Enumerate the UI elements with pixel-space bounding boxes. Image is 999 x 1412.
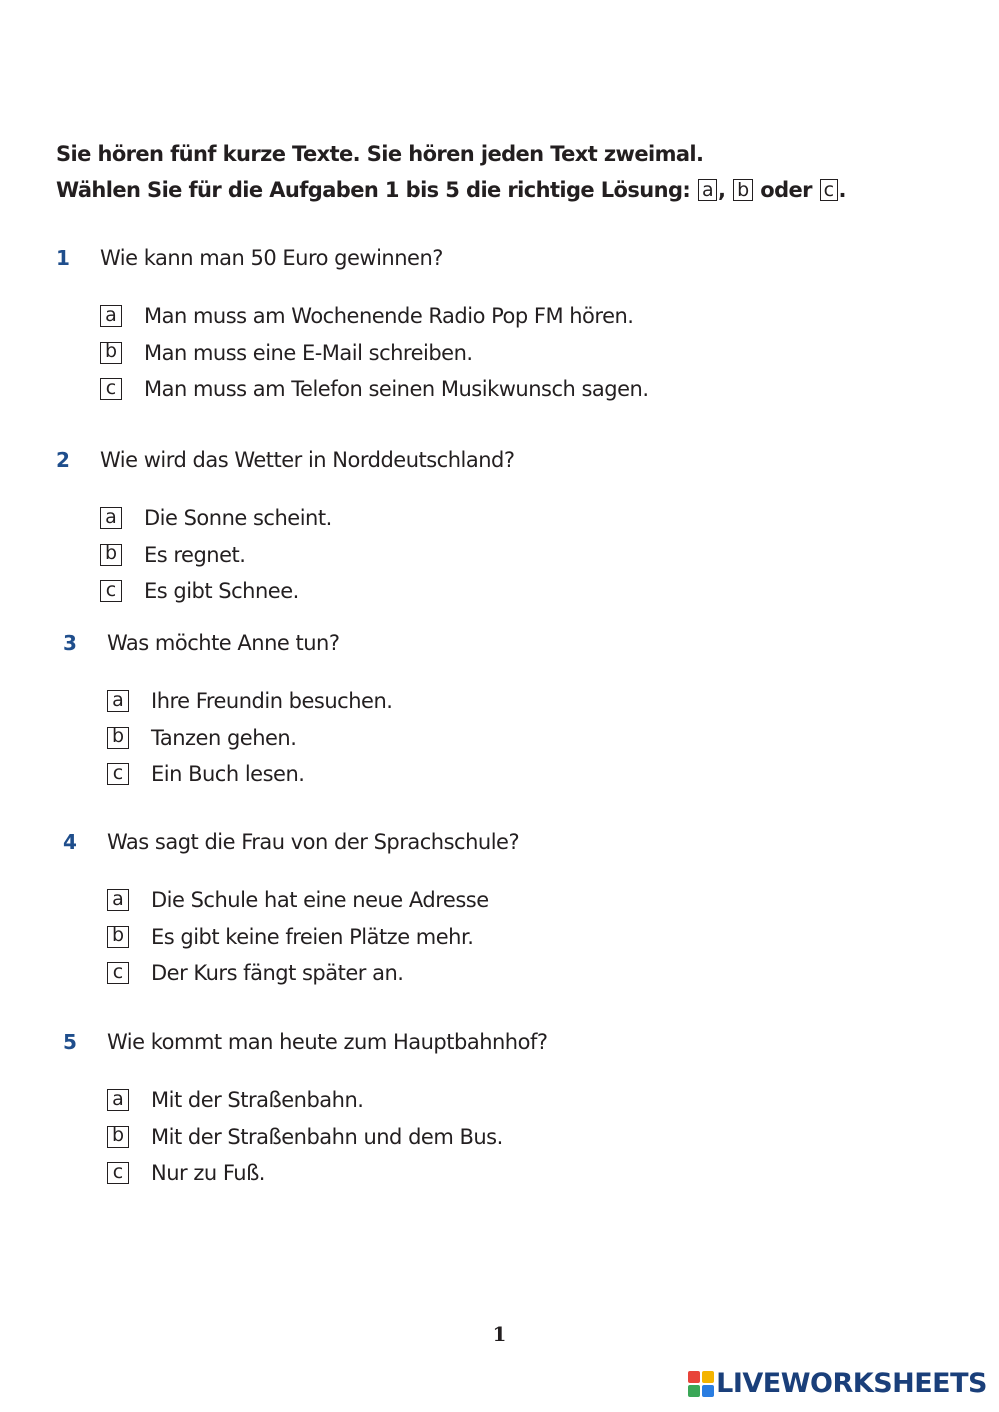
liveworksheets-logo-icon xyxy=(688,1371,714,1397)
checkbox-a[interactable]: a xyxy=(100,305,122,327)
oder-text: oder xyxy=(760,178,812,202)
checkbox-c[interactable]: c xyxy=(100,378,122,400)
logo-square-yellow xyxy=(702,1371,714,1383)
option-c[interactable] xyxy=(100,371,936,408)
options-list xyxy=(107,882,943,992)
instructions xyxy=(56,136,956,208)
answer-box-a-legend: a xyxy=(698,179,717,201)
option-text: Die Sonne scheint. xyxy=(144,506,332,531)
option-c[interactable] xyxy=(100,573,936,610)
option-text: Die Schule hat eine neue Adresse xyxy=(151,888,489,913)
option-b[interactable] xyxy=(100,335,936,372)
checkbox-c[interactable]: c xyxy=(107,763,129,785)
question-text: Wie kommt man heute zum Hauptbahnhof? xyxy=(107,1030,548,1054)
checkbox-b[interactable]: b xyxy=(100,342,122,364)
logo-square-blue xyxy=(702,1385,714,1397)
question-number: 3 xyxy=(63,631,77,655)
logo-square-green xyxy=(688,1385,700,1397)
checkbox-c[interactable]: c xyxy=(107,1162,129,1184)
option-text: Mit der Straßenbahn und dem Bus. xyxy=(151,1124,503,1149)
instruction-line-2-text: Wählen Sie für die Aufgaben 1 bis 5 die richtige Lösung: xyxy=(56,178,691,202)
question-number: 2 xyxy=(56,448,70,472)
question-number: 1 xyxy=(56,246,70,270)
option-a[interactable] xyxy=(107,683,943,720)
option-text: Tanzen gehen. xyxy=(151,725,297,750)
options-list xyxy=(100,500,936,610)
checkbox-a[interactable]: a xyxy=(107,1089,129,1111)
question-text: Wie kann man 50 Euro gewinnen? xyxy=(100,246,443,270)
answer-box-c-legend: c xyxy=(820,179,838,201)
option-c[interactable] xyxy=(107,955,943,992)
option-c[interactable] xyxy=(107,756,943,793)
liveworksheets-watermark[interactable] xyxy=(688,1368,987,1399)
option-text: Es gibt keine freien Plätze mehr. xyxy=(151,924,474,949)
option-text: Ein Buch lesen. xyxy=(151,762,305,787)
options-list xyxy=(107,1082,943,1192)
option-b[interactable] xyxy=(107,1119,943,1156)
question-4 xyxy=(63,830,943,992)
instruction-line-1: Sie hören fünf kurze Texte. Sie hören jeden Text zweimal. xyxy=(56,142,704,166)
question-2 xyxy=(56,448,936,610)
checkbox-a[interactable]: a xyxy=(100,507,122,529)
options-list xyxy=(100,298,936,408)
checkbox-a[interactable]: a xyxy=(107,889,129,911)
question-3 xyxy=(63,631,943,793)
checkbox-c[interactable]: c xyxy=(107,962,129,984)
liveworksheets-wordmark: LIVEWORKSHEETS xyxy=(716,1368,987,1399)
option-c[interactable] xyxy=(107,1155,943,1192)
option-a[interactable] xyxy=(107,882,943,919)
option-text: Man muss am Wochenende Radio Pop FM hören. xyxy=(144,304,634,329)
checkbox-b[interactable]: b xyxy=(107,926,129,948)
question-5 xyxy=(63,1030,943,1192)
option-b[interactable] xyxy=(107,919,943,956)
option-text: Es gibt Schnee. xyxy=(144,579,299,604)
option-b[interactable] xyxy=(100,537,936,574)
question-text: Was möchte Anne tun? xyxy=(107,631,340,655)
option-text: Man muss am Telefon seinen Musikwunsch sagen. xyxy=(144,377,649,402)
option-b[interactable] xyxy=(107,720,943,757)
comma: , xyxy=(717,178,726,202)
question-number: 5 xyxy=(63,1030,77,1054)
option-text: Nur zu Fuß. xyxy=(151,1161,265,1186)
option-a[interactable] xyxy=(107,1082,943,1119)
options-list xyxy=(107,683,943,793)
option-a[interactable] xyxy=(100,500,936,537)
instruction-line-2 xyxy=(56,172,956,208)
option-text: Es regnet. xyxy=(144,542,246,567)
page-number: 1 xyxy=(492,1322,507,1346)
option-text: Man muss eine E-Mail schreiben. xyxy=(144,340,473,365)
question-1 xyxy=(56,246,936,408)
checkbox-b[interactable]: b xyxy=(107,727,129,749)
answer-box-b-legend: b xyxy=(733,179,752,201)
period: . xyxy=(838,178,846,202)
option-text: Der Kurs fängt später an. xyxy=(151,961,404,986)
checkbox-c[interactable]: c xyxy=(100,580,122,602)
option-text: Ihre Freundin besuchen. xyxy=(151,689,393,714)
option-a[interactable] xyxy=(100,298,936,335)
checkbox-a[interactable]: a xyxy=(107,690,129,712)
logo-square-red xyxy=(688,1371,700,1383)
checkbox-b[interactable]: b xyxy=(100,544,122,566)
question-text: Wie wird das Wetter in Norddeutschland? xyxy=(100,448,515,472)
checkbox-b[interactable]: b xyxy=(107,1126,129,1148)
question-text: Was sagt die Frau von der Sprachschule? xyxy=(107,830,520,854)
option-text: Mit der Straßenbahn. xyxy=(151,1088,364,1113)
question-number: 4 xyxy=(63,830,77,854)
